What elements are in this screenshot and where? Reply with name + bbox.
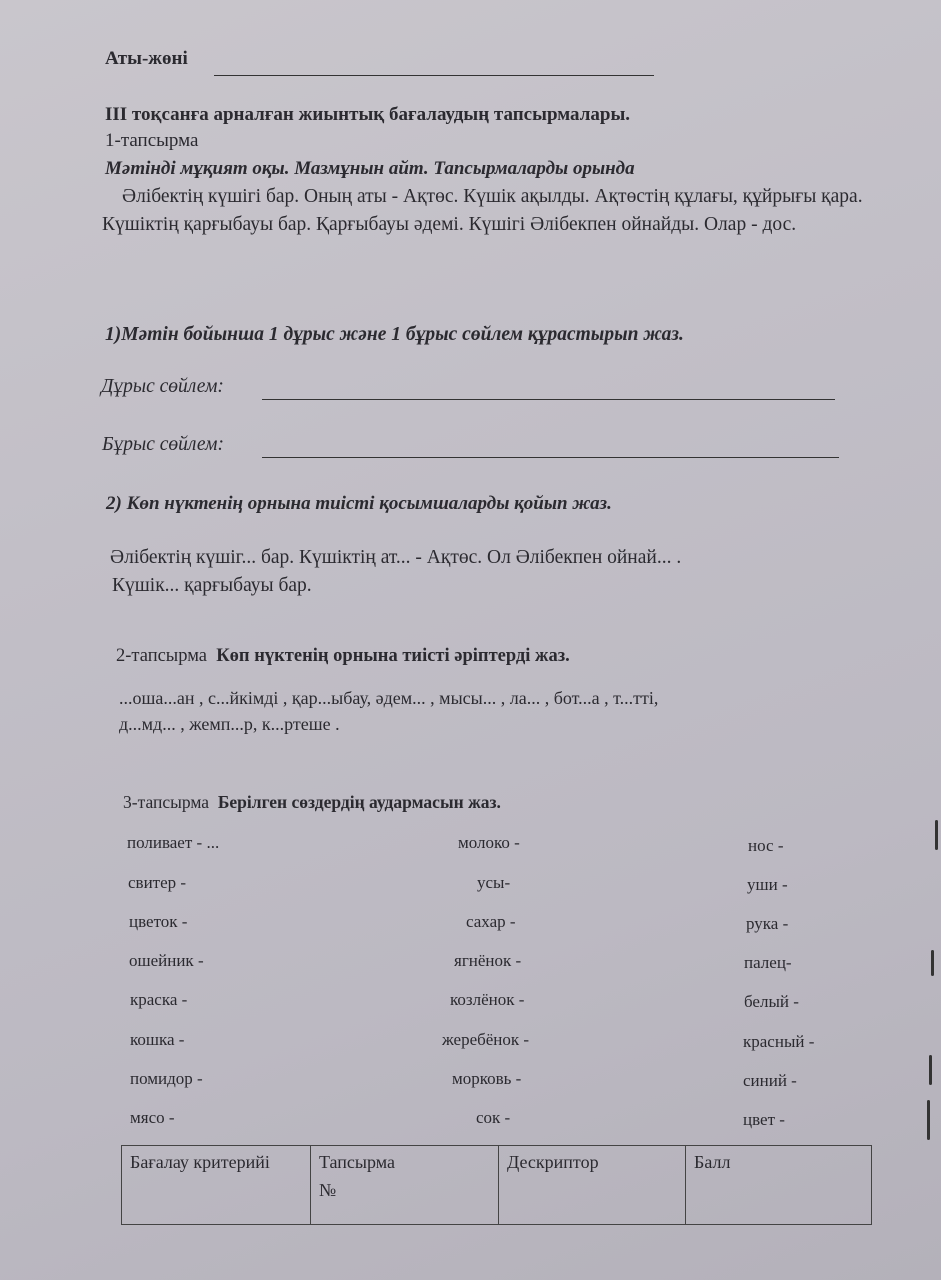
grading-col-task-number xyxy=(311,1146,499,1225)
grading-col-score: Балл xyxy=(686,1146,872,1225)
name-underline[interactable] xyxy=(214,75,654,76)
vocab-word: помидор - xyxy=(130,1069,203,1088)
wrong-sentence-label: Бұрыс сөйлем: xyxy=(102,434,224,455)
vocab-word: усы- xyxy=(477,873,511,892)
vocab-word: ягнёнок - xyxy=(454,951,522,970)
reading-paragraph: Әлібектің күшігі бар. Оның аты - Ақтөс. Күшік ақылды. Ақтөстің құлағы, құйрығы қара. Күшіктің қарғыбауы бар. Қарғыбауы әдемі. Күшігі Әлібекпен ойнайды. Олар - дос. xyxy=(102,186,863,235)
question-2-title: 2) Көп нүктенің орнына тиісті қосымшаларды қойып жаз. xyxy=(106,493,612,514)
grading-table xyxy=(121,1145,872,1225)
vocab-word: рука - xyxy=(746,914,789,933)
missing-letters-line-2: д...мд... , жемп...р, к...ртеше . xyxy=(119,714,340,734)
vocab-word: жеребёнок - xyxy=(442,1030,530,1049)
task2-title: Көп нүктенің орнына тиісті әріптерді жаз. xyxy=(216,646,570,666)
task1-label: 1-тапсырма xyxy=(105,130,199,151)
task3-title: Берілген сөздердің аудармасын жаз. xyxy=(217,792,501,812)
vocab-word: сок - xyxy=(476,1108,511,1127)
grading-col-descriptor: Дескриптор xyxy=(499,1146,686,1225)
missing-letters-line-1: ...оша...ан , с...йкімді , қар...ыбау, әдем... , мысы... , ла... , бот...а , т...тті, xyxy=(119,688,659,708)
vocab-word: синий - xyxy=(743,1071,797,1090)
vocab-word: кошка - xyxy=(130,1030,185,1049)
page-edge-mark xyxy=(927,1100,930,1140)
page-edge-mark xyxy=(929,1055,932,1085)
vocab-word: морковь - xyxy=(452,1069,522,1088)
vocab-word: поливает - ... xyxy=(127,833,220,852)
grading-table-header-row xyxy=(122,1146,872,1225)
vocab-word: сахар - xyxy=(466,912,516,931)
name-label: Аты-жөні xyxy=(105,48,188,69)
task2-label: 2-тапсырма xyxy=(116,646,207,666)
vocab-word: цветок - xyxy=(129,912,188,931)
vocab-word: цвет - xyxy=(743,1110,785,1129)
vocab-word: красный - xyxy=(743,1032,815,1051)
vocab-word: ошейник - xyxy=(129,951,204,970)
vocab-word: нос - xyxy=(748,836,784,855)
vocab-word: палец- xyxy=(744,953,792,972)
task3-label: 3-тапсырма xyxy=(123,792,210,812)
question-1-title: 1)Мәтін бойынша 1 дұрыс және 1 бұрыс сөйлем құрастырып жаз. xyxy=(105,324,684,345)
fill-suffix-line-1: Әлібектің күшіг... бар. Күшіктің ат... - Ақтөс. Ол Әлібекпен ойнай... . xyxy=(110,547,682,568)
page-edge-mark xyxy=(931,950,934,976)
grading-col-task-number-text: Тапсырма № xyxy=(319,1152,395,1200)
vocab-word: мясо - xyxy=(130,1108,175,1127)
vocab-word: свитер - xyxy=(128,873,187,892)
page-heading: ІІІ тоқсанға арналған жиынтық бағалаудың тапсырмалары. xyxy=(105,104,631,125)
vocab-word: белый - xyxy=(744,992,799,1011)
task2-header xyxy=(116,646,570,667)
page-edge-mark xyxy=(935,820,938,850)
vocab-word: козлёнок - xyxy=(450,990,525,1009)
vocab-word: уши - xyxy=(747,875,788,894)
vocab-word: краска - xyxy=(130,990,188,1009)
task1-instruction: Мәтінді мұқият оқы. Мазмұнын айт. Тапсырмаларды орында xyxy=(105,158,635,179)
fill-suffix-line-2: Күшік... қарғыбауы бар. xyxy=(112,575,312,596)
correct-sentence-answer-line[interactable] xyxy=(262,399,835,400)
wrong-sentence-answer-line[interactable] xyxy=(262,457,839,458)
task3-header xyxy=(123,792,501,813)
grading-col-criteria: Бағалау критерийі xyxy=(122,1146,311,1225)
correct-sentence-label: Дұрыс сөйлем: xyxy=(101,376,224,397)
vocab-word: молоко - xyxy=(458,833,520,852)
